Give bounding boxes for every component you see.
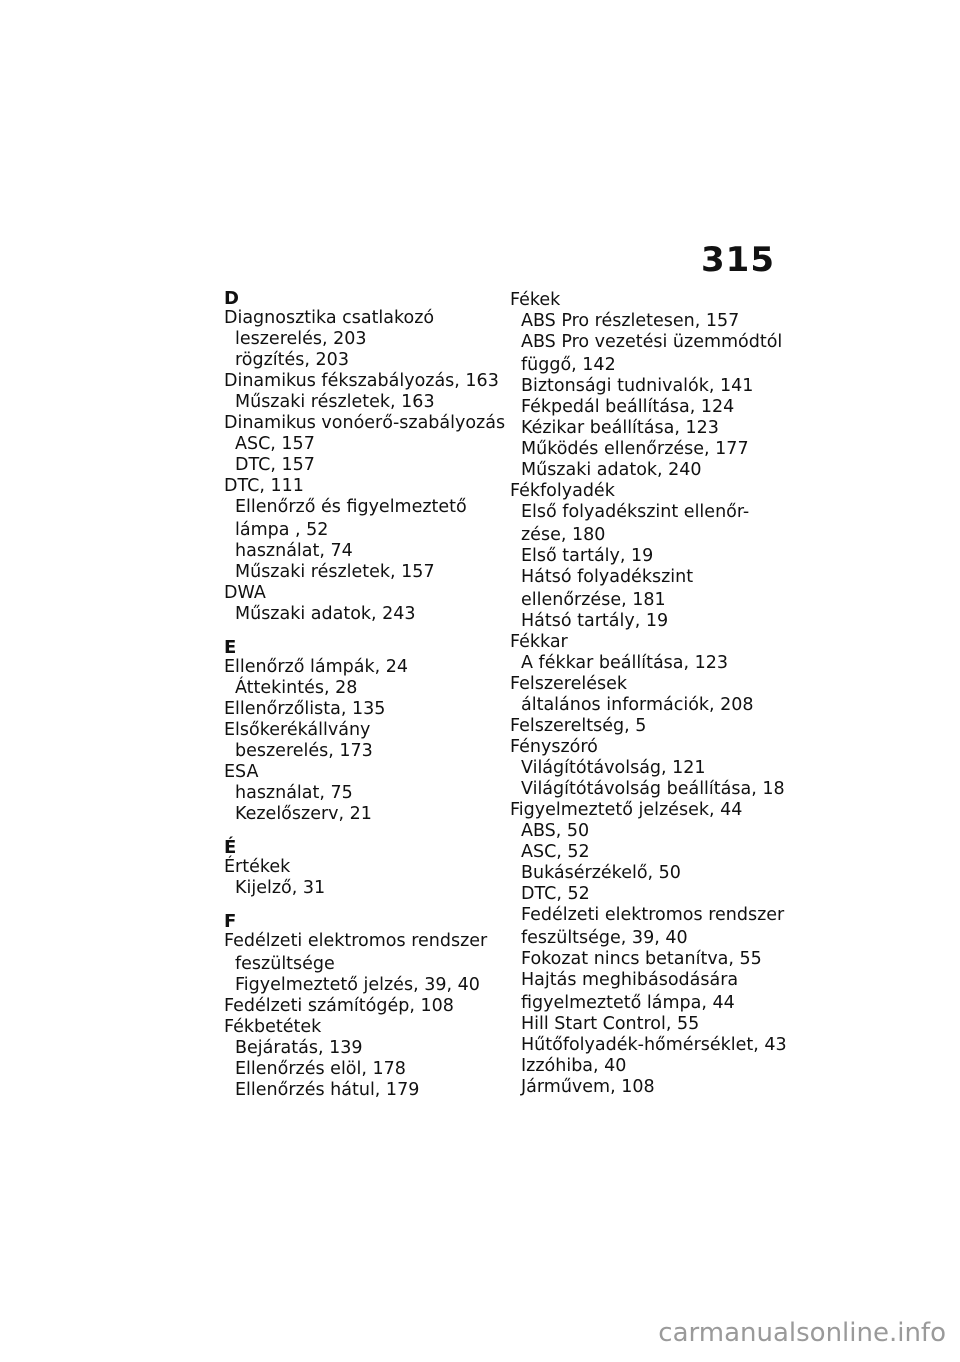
index-column-left [224, 290, 514, 1101]
index-subentry-continued: feszültsége [235, 954, 335, 974]
index-subentry: Ellenőrzés hátul, 179 [235, 1080, 420, 1100]
index-subentry-continued: függő, 142 [521, 355, 616, 375]
index-entry: Felszereltség, 5 [510, 716, 647, 736]
index-entry: Dinamikus vonóerő-szabályozás [224, 413, 506, 433]
index-entry: Fényszóró [510, 737, 598, 757]
index-subentry: ABS Pro vezetési üzemmódtól [521, 332, 783, 352]
index-entry: ESA [224, 762, 259, 782]
index-subentry: Figyelmeztető jelzés, 39, 40 [235, 975, 480, 995]
index-subentry: Világítótávolság beállítása, 18 [521, 779, 785, 799]
index-subentry: DTC, 52 [521, 884, 590, 904]
index-subentry: Első tartály, 19 [521, 546, 654, 566]
index-subentry: Világítótávolság, 121 [521, 758, 706, 778]
index-subentry-continued: zése, 180 [521, 525, 606, 545]
index-entry: Fékbetétek [224, 1017, 322, 1037]
index-subentry: ABS Pro részletesen, 157 [521, 311, 740, 331]
index-entry: Figyelmeztető jelzések, 44 [510, 800, 743, 820]
index-column-right [510, 290, 800, 1098]
index-entry: Diagnosztika csatlakozó [224, 308, 435, 328]
index-entry: Fékkar [510, 632, 568, 652]
index-subentry: Bukásérzékelő, 50 [521, 863, 681, 883]
index-subentry: ABS, 50 [521, 821, 590, 841]
index-entry: Fedélzeti elektromos rendszer [224, 931, 488, 951]
index-subentry: ASC, 157 [235, 434, 315, 454]
index-subentry: Műszaki adatok, 243 [235, 604, 416, 624]
index-subentry: A fékkar beállítása, 123 [521, 653, 729, 673]
index-subentry: Műszaki adatok, 240 [521, 460, 702, 480]
index-subentry: Fedélzeti elektromos rendszer [521, 905, 785, 925]
index-entry: Fékfolyadék [510, 481, 615, 501]
index-entry: Dinamikus fékszabályozás, 163 [224, 371, 499, 391]
index-subentry: Hátsó folyadékszint [521, 567, 694, 587]
index-subentry: Működés ellenőrzése, 177 [521, 439, 749, 459]
index-subentry: Fékpedál beállítása, 124 [521, 397, 735, 417]
index-subentry-continued: ellenőrzése, 181 [521, 590, 666, 610]
index-subentry: Kijelző, 31 [235, 878, 326, 898]
index-subentry: DTC, 157 [235, 455, 315, 475]
index-entry: DWA [224, 583, 266, 603]
index-subentry: Járművem, 108 [521, 1077, 655, 1097]
index-subentry: Bejáratás, 139 [235, 1038, 363, 1058]
index-subentry: Izzóhiba, 40 [521, 1056, 627, 1076]
index-subentry: leszerelés, 203 [235, 329, 367, 349]
index-subentry: Hill Start Control, 55 [521, 1014, 700, 1034]
index-subentry: Kézikar beállítása, 123 [521, 418, 719, 438]
index-entry: Ellenőrző lámpák, 24 [224, 657, 408, 677]
index-subentry: Fokozat nincs betanítva, 55 [521, 949, 762, 969]
index-subentry: Első folyadékszint ellenőr- [521, 502, 750, 522]
index-subentry-continued: figyelmeztető lámpa, 44 [521, 993, 735, 1013]
index-subentry: Ellenőrző és figyelmeztető [235, 497, 467, 517]
index-entry: Fékek [510, 290, 561, 310]
index-letter-heading: D [224, 288, 239, 309]
index-entry: Elsőkerékállvány [224, 720, 371, 740]
index-entry: DTC, 111 [224, 476, 304, 496]
index-entry: Felszerelések [510, 674, 628, 694]
index-subentry: Műszaki részletek, 157 [235, 562, 435, 582]
index-subentry: rögzítés, 203 [235, 350, 349, 370]
index-subentry: általános információk, 208 [521, 695, 754, 715]
index-letter-heading: F [224, 911, 237, 932]
index-subentry: használat, 74 [235, 541, 353, 561]
index-entry: Értékek [224, 857, 291, 877]
index-subentry: beszerelés, 173 [235, 741, 373, 761]
index-subentry: Hűtőfolyadék-hőmérséklet, 43 [521, 1035, 787, 1055]
index-entry: Fedélzeti számítógép, 108 [224, 996, 454, 1016]
index-letter-heading: É [224, 837, 237, 858]
page-number: 315 [701, 240, 775, 280]
index-subentry: Kezelőszerv, 21 [235, 804, 372, 824]
index-subentry: Hátsó tartály, 19 [521, 611, 669, 631]
index-subentry: használat, 75 [235, 783, 353, 803]
index-subentry-continued: feszültsége, 39, 40 [521, 928, 688, 948]
index-subentry: Hajtás meghibásodására [521, 970, 739, 990]
index-entry: Ellenőrzőlista, 135 [224, 699, 386, 719]
index-subentry-continued: lámpa , 52 [235, 520, 329, 540]
index-subentry: ASC, 52 [521, 842, 590, 862]
index-subentry: Műszaki részletek, 163 [235, 392, 435, 412]
index-subentry: Biztonsági tudnivalók, 141 [521, 376, 754, 396]
index-subentry: Áttekintés, 28 [235, 678, 358, 698]
index-letter-heading: E [224, 637, 237, 658]
index-subentry: Ellenőrzés elöl, 178 [235, 1059, 406, 1079]
watermark: carmanualsonline.info [658, 1318, 946, 1348]
